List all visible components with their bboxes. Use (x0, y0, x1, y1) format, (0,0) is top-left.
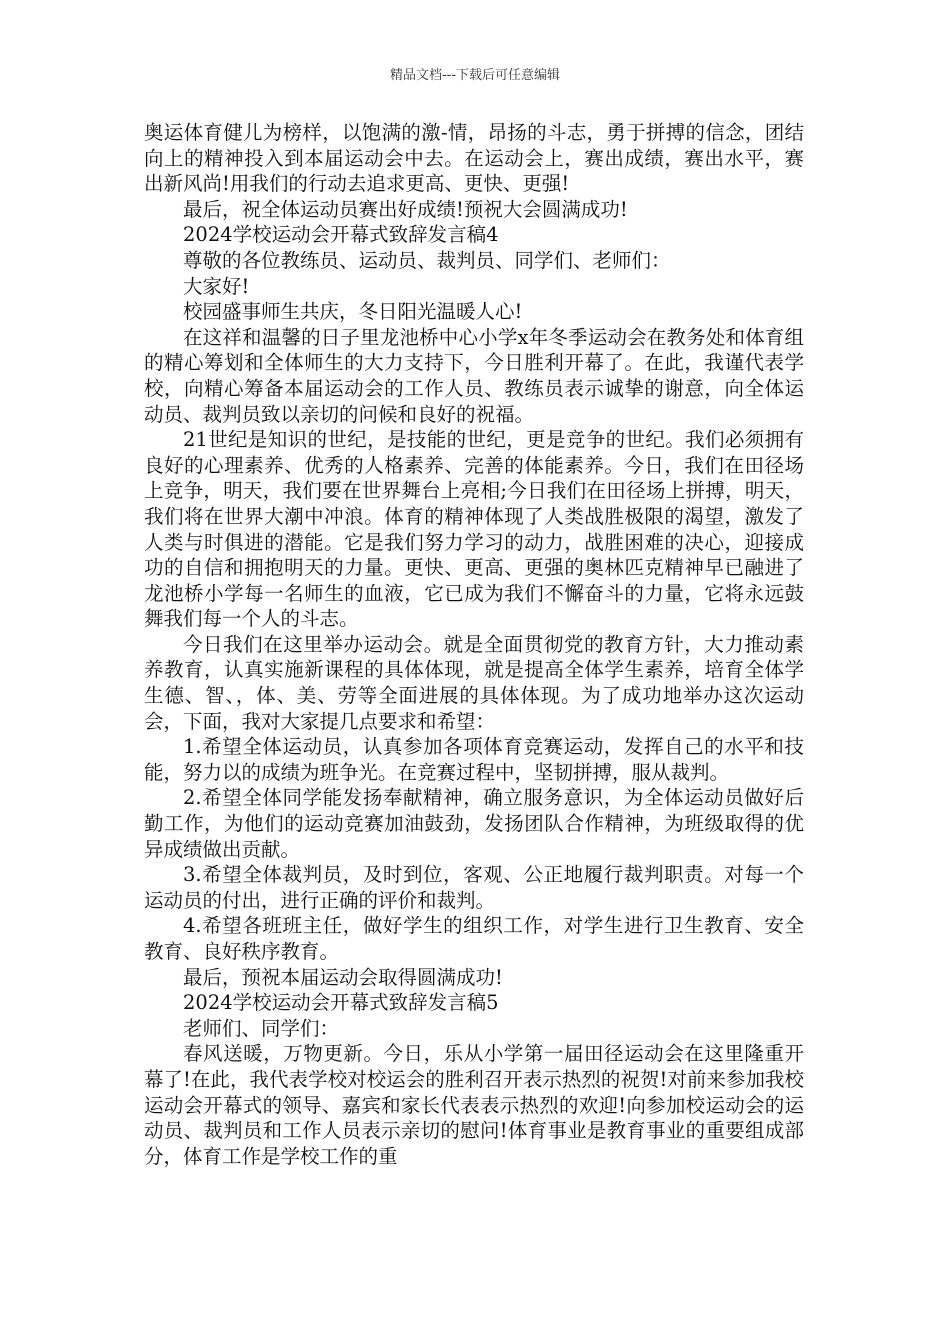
paragraph: 校园盛事师生共庆，冬日阳光温暖人心! (183, 300, 523, 324)
paragraph: 奥运体育健儿为榜样，以饱满的激-情，昂扬的斗志，勇于拼搏的信念，团结向上的精神投入到本届运动会中去。在运动会上，赛出成绩，赛出水平，赛出新风尚!用我们的行动去追求更高、更快、更强! (144, 121, 804, 196)
paragraph: 最后，祝全体运动员赛出好成绩!预祝大会圆满成功! (183, 197, 628, 221)
page-header: 精品文档---下载后可任意编辑 (389, 68, 561, 83)
paragraph: 2024学校运动会开幕式致辞发言稿4 (183, 223, 499, 247)
paragraph: 大家好! (183, 274, 250, 298)
paragraph: 4.希望各班班主任，做好学生的组织工作，对学生进行卫生教育、安全教育、良好秩序教育。 (144, 914, 804, 963)
document-body (144, 120, 804, 1169)
paragraph: 老师们、同学们： (183, 1016, 340, 1040)
paragraph: 在这祥和温馨的日子里龙池桥中心小学x年冬季运动会在教务处和体育组的精心筹划和全体师生的大力支持下，今日胜利开幕了。在此，我谨代表学校，向精心筹备本届运动会的工作人员、教练员表示诚挚的谢意，向全体运动员、裁判员致以亲切的问候和良好的祝福。 (144, 325, 804, 426)
paragraph: 春风送暖，万物更新。今日，乐从小学第一届田径运动会在这里隆重开幕了!在此，我代表学校对校运会的胜利召开表示热烈的祝贺!对前来参加我校运动会开幕式的领导、嘉宾和家长代表表示热烈的欢迎!向参加校运动会的运动员、裁判员和工作人员表示亲切的慰问!体育事业是教育事业的重要组成部分，体育工作是学校工作的重 (144, 1042, 804, 1168)
paragraph: 21世纪是知识的世纪，是技能的世纪，更是竞争的世纪。我们必须拥有良好的心理素养、优秀的人格素养、完善的体能素养。今日，我们在田径场上竞争，明天，我们要在世界舞台上亮相;今日我们在田径场上拼搏，明天，我们将在世界大潮中冲浪。体育的精神体现了人类战胜极限的渴望，激发了人类与时俱进的潜能。它是我们努力学习的动力，战胜困难的决心，迎接成功的自信和拥抱明天的力量。更快、更高、更强的奥林匹克精神早已融进了龙池桥小学每一名师生的血液，它已成为我们不懈奋斗的力量，它将永远鼓舞我们每一个人的斗志。 (144, 428, 804, 631)
paragraph: 2.希望全体同学能发扬奉献精神，确立服务意识，为全体运动员做好后勤工作，为他们的运动竞赛加油鼓劲，发扬团队合作精神，为班级取得的优异成绩做出贡献。 (144, 786, 804, 861)
paragraph: 1.希望全体运动员，认真参加各项体育竞赛运动，发挥自己的水平和技能，努力以的成绩为班争光。在竞赛过程中，坚韧拼搏，服从裁判。 (144, 735, 804, 784)
paragraph: 2024学校运动会开幕式致辞发言稿5 (183, 991, 499, 1015)
paragraph: 尊敬的各位教练员、运动员、裁判员、同学们、老师们： (183, 248, 671, 272)
paragraph: 3.希望全体裁判员，及时到位，客观、公正地履行裁判职责。对每一个运动员的付出，进行正确的评价和裁判。 (144, 863, 804, 912)
paragraph: 今日我们在这里举办运动会。就是全面贯彻党的教育方针，大力推动素养教育，认真实施新课程的具体体现，就是提高全体学生素养，培育全体学生德、智、，体、美、劳等全面进展的具体体现。为了成功地举办这次运动会，下面，我对大家提几点要求和希望： (144, 632, 804, 733)
paragraph: 最后，预祝本届运动会取得圆满成功! (183, 965, 503, 989)
